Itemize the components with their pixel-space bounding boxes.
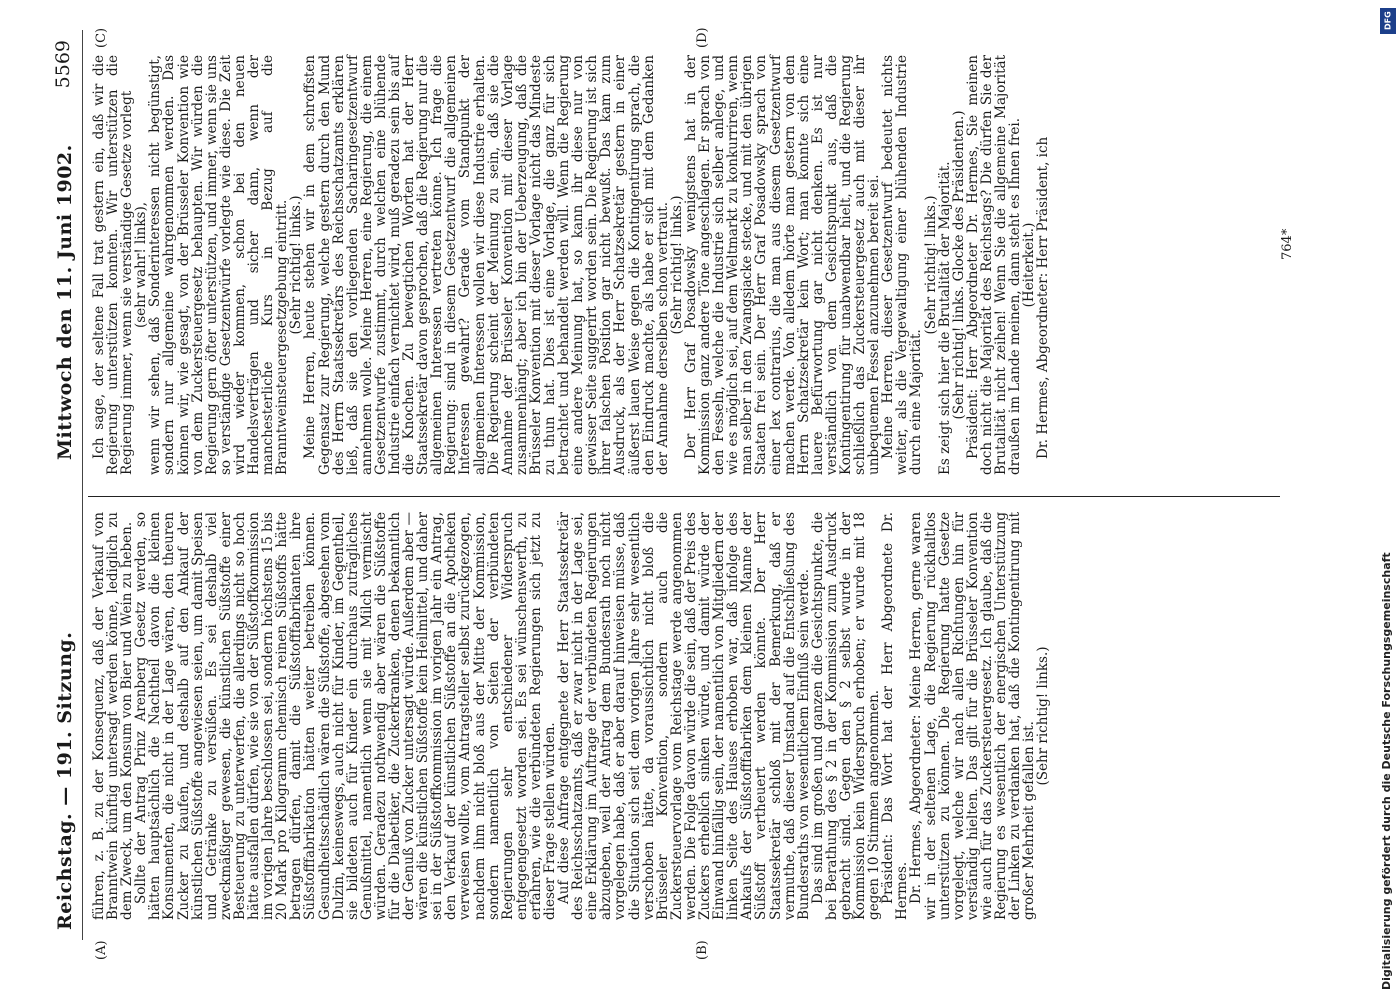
paragraph: Das sind im großen und ganzen die Gesichtspunkte, die bei Berathung des § 2 in der Kommission zum Ausdruck gebracht sind. Gegen den § 2 selbst wurde in der Kommission kein Widerspruch erhoben; er wurde mit 18 gegen 10 Stimmen angenommen.	[809, 512, 883, 920]
interjection: (Sehr richtig! links.)	[922, 195, 939, 335]
interjection: (Sehr richtig! links.)	[1035, 646, 1052, 786]
paragraph: führen, z. B. zu der Konsequenz, daß der Verkauf von Branntwein künftig untersagt werden könne, lediglich zu dem Zweck, um den Konsum von Bier und Wein zu heben.	[91, 512, 136, 920]
paragraph: Ich sage, der seltene Fall trat gestern ein, daß wir die Regierung unterstützen konnten. Wir unterstützen die Regierung immer, wenn sie verständige Gesetze vorlegt	[91, 55, 136, 475]
paragraph: Dr. Hermes, Abgeordneter: Meine Herren, gerne waren wir in der seltenen Lage, die Regierung rückhaltlos unterstützen zu können. Die Regierung hatte Gesetze vorgelegt, welche wir nach allen Richtungen hin für verständig hielten. Das gilt für die Brüsseler Konvention wie auch für das Zuckersteuergesetz. Ich glaube, daß die Regierung es wesentlich der energischen Unterstützung der Linken zu verdanken hat, daß die Kontingentirung mit großer Mehrheit gefallen ist.	[908, 512, 1038, 920]
paragraph: Sollte der Antrag Prinz Arenberg Gesetz werden, so hätten hauptsächlich die Nachtheil davon die kleinen Konsumenten, die nicht in der Lage wären, den theuren Zucker zu kaufen, und deshalb auf den Ankauf der künstlichen Süßstoffe angewiesen seien, um damit Speisen und Getränke zu versüßen. Es sei deshalb viel zweckmäßiger gewesen, die künstlichen Süßstoffe einer Besteuerung zu unterwerfen, die allerdings nicht so hoch hätte ausfallen dürfen, wie sie von der Süßstoffkommission im vorigen Jahre beschlossen sei, sondern höchstens 15 bis 20 Mark pro Kilogramm chemisch reinen Süßstoffs hätte betragen dürfen, damit die Süßstofffabrikanten ihre Süßstofffabrikation hätten weiter betreiben können. Gesundheitsschädlich wären die Süßstoffe, abgesehen vom Dulzin, keineswegs, auch nicht für Kinder, im Gegentheil, sie bildeten auch für Kinder ein durchaus zuträgliches Genußmittel, namentlich wenn sie mit Milch vermischt würden. Geradezu nothwendig aber wären die Süßstoffe für die Diabetiker, die Zuckerkranken, denen bekanntlich der Genuß von Zucker untersagt würde. Außerdem aber — wären die künstlichen Süßstoffe kein Heilmittel, und daher sei in der Süßstoffkommission im vorigen Jahr ein Antrag, den Verkauf der künstlichen Süßstoffe an die Apotheken verweisen wollte, vom Antragsteller selbst zurückgezogen, nachdem ihm nicht bloß aus der Mitte der Kommission, sondern namentlich von Seiten der verbündeten Regierungen sehr entschiedener Widerspruch entgegengesetzt worden sei. Es sei wünschenswerth, zu erfahren, wie die verbündeten Regierungen sich jetzt zu dieser Frage stellen würden.	[133, 512, 558, 920]
paragraph: Auf diese Anfrage entgegnete der Herr Staatssekretär des Reichsschatzamts, daß er zwar nicht in der Lage sei, eine Erklärung im Auftrage der verbündeten Regierungen abzugeben, weil der Antrag dem Bundesrath noch nicht vorgelegen habe, daß er aber darauf hinweisen müsse, daß die Situation sich seit dem vorigen Jahre sehr wesentlich verschoben hätte, da voraussichtlich nicht bloß die Brüsseler Konvention, sondern auch die Zuckersteuervorlage vom Reichstage werde angenommen werden. Die Folge davon würde die sein, daß der Preis des Zuckers erheblich sinken würde, und damit würde der Einwand hinfällig sein, der namentlich von Mitgliedern der linken Seite des Hauses erhoben war, daß infolge des Ankaufs der Süßstofffabriken dem kleinen Manne der Süßstoff vertheuert werden könnte. Der Herr Staatssekretär schloß mit der Bemerkung, daß er vermuthe, daß dieser Umstand auf die Entschließung des Bundesraths von wesentlichem Einfluß sein werde.	[556, 512, 812, 920]
paragraph: Es zeigt sich hier die Brutalität der Majorität.	[936, 161, 953, 475]
margin-mark-b: (B)	[695, 940, 710, 960]
left-column	[92, 512, 1050, 920]
header-rule	[82, 30, 83, 940]
paragraph: Meine Herren, heute stehen wir in dem schroffsten Gegensatz zur Regierung, welche gestern durch den Mund des Herrn Staatssekretärs des Reichsschatzamts erklären ließ, daß sie den vorliegenden Sacharingesetzentwurf annehmen wolle. Meine Herren, eine Regierung, die einem Gesetzentwurfe zustimmt, durch welchen eine blühende Industrie einfach vernichtet wird, muß geradezu sein bis auf die Knochen. Zu bewegtichen Worten hat der Herr Staatssekretär davon gesprochen, daß die Regierung nur die allgemeinen Interessen vertreten könne. Ich frage die Regierung: sind in diesem Gesetzentwurf die allgemeinen Interessen gewahrt? Gerade vom Standpunkt der allgemeinen Interessen wollen wir diese Industrie erhalten. Die Regierung scheint der Meinung zu sein, daß sie die Annahme der Brüsseler Konvention mit dieser Vorlage zusammenhängt; aber ich bin der Ueberzeugung, daß die Brüsseler Konvention mit dieser Vorlage nicht das Mindeste zu thun hat. Dies ist eine Vorlage, die ganz für sich betrachtet und behandelt werden will. Wenn die Regierung eine andere Meinung hat, so kann ihr diese nur von gewisser Seite suggerirt worden sein. Die Regierung ist sich ihrer falschen Position gar nicht bewußt. Das kam zum Ausdruck, als der Herr Schatzsekretär gestern in einer äußerst lauen Weise gegen die Kontingentirung sprach, die den Eindruck machte, als habe er sich mit dem Gedanken der Annahme derselben schon vertraut.	[302, 55, 671, 475]
interjection: (Sehr richtig! links.)	[668, 195, 685, 335]
interjection: (sehr wahr! links),	[133, 201, 150, 329]
page-number: 5569	[52, 40, 74, 89]
interjection: (Sehr richtig! links.)	[288, 195, 305, 335]
right-column	[92, 55, 1050, 475]
digitization-note: Digitalisierung gefördert durch die Deutsche Forschungsgemeinschaft	[1380, 552, 1393, 990]
interjection: (Heiterkeit.)	[1021, 222, 1038, 308]
column-divider	[88, 496, 1280, 497]
paragraph: Präsident: Das Wort hat der Herr Abgeordnete Dr. Hermes.	[880, 512, 911, 920]
header-left: Reichstag. — 191. Sitzung.	[54, 631, 76, 930]
paragraph: Dr. Hermes, Abgeordneter: Herr Präsident, ich	[1035, 136, 1052, 459]
paragraph: Der Herr Graf Posadowsky wenigstens hat in der Kommission ganz andere Töne angeschlagen. Er sprach von den Fesseln, welche die Industrie sich selber anlege, und wie es möglich sei, auf dem Weltmarkt zu konkurriren, wenn man selber in den Zwangsjacke stecke, und mit den übrigen Staaten frei sein. Der Herr Graf Posadowsky sprach von einer lex contrarius, die man aus diesem Gesetzentwurf machen werde. Von alledem hörte man gestern von dem Herrn Schatzsekretär kein Wort; man konnte sich eine lauere Befürwortung gar nicht denken. Es ist nur verständlich von dem Gesichtspunkt aus, daß die Kontingentirung für unabwendbar hielt, und die Regierung schließlich das Zuckersteuergesetz auch mit dieser ihr unbequemen Fessel anzunehmen bereit sei.	[682, 55, 883, 475]
header-date: Mittwoch den 11. Juni 1902.	[54, 144, 76, 460]
interjection: (Sehr richtig! links. Glocke des Präsidenten.)	[950, 110, 967, 420]
paragraph: wenn wir sehen, daß Sonderinteressen nicht begünstigt, sondern nur allgemeine wahrgenommen werden. Das können wir, wie gesagt, von der Brüsseler Konvention wie von dem Zuckersteuergesetz behaupten. Wir würden die Regierung gern öfter unterstützen, und immer, wenn sie uns so verständige Gesetzentwürfe vorlegte wie diese. Die Zeit wird wieder kommen, schon bei den neuen Handelsverträgen und sicher dann, wenn der manchesterliche Kurs in Bezug auf die Branntweinsteuergesetzgebung eintritt.	[147, 55, 291, 475]
margin-mark-a: (A)	[94, 940, 109, 960]
sheet-signature: 764*	[1280, 228, 1295, 260]
margin-mark-d: (D)	[695, 27, 710, 48]
margin-mark-c: (C)	[94, 27, 109, 48]
paragraph: Meine Herren, dieser Gesetzentwurf bedeutet nichts weiter, als die Vergewaltigung einer blühenden Industrie durch eine Majorität.	[880, 55, 925, 475]
dfg-logo-icon: DFG	[1380, 8, 1396, 34]
paragraph: Präsident: Herr Abgeordneter Dr. Hermes, Sie meinen doch nicht die Majorität des Reichstags? Die dürfen Sie der Brutalität nicht zeihen! Wenn Sie die allgemeine Majorität draußen im Lande meinen, dann steht es Ihnen frei.	[964, 55, 1024, 475]
